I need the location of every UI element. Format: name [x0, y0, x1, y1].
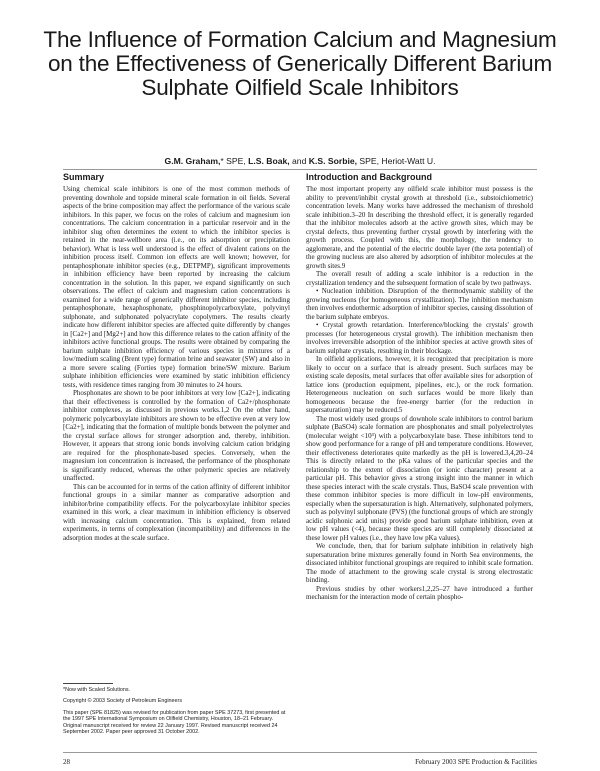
- intro-paragraph: The overall result of adding a scale inhibitor is a reduction in the crystallization tendency and the subsequent formation of scale by two pathways.: [306, 270, 533, 287]
- summary-paragraph: This can be accounted for in terms of the cation affinity of different inhibitor functional groups in a similar manner as comparative adsorption and inhibitor/brine compatibility effects. For the polycarboxylate inhibitor species examined in this work, a clear maximum in inhibition efficiency is observed with increasing calcium concentration. This is explained, from related experiments, in terms of complexation (incompatibility) and differences in the adsorption modes at the scale surface.: [63, 482, 290, 542]
- intro-paragraph: The most widely used groups of downhole scale inhibitors to control barium sulphate (BaSO4) scale formation are phosphonates and small polyelectrolytes (molecular weight <10³) with a polycarboxylate base. These inhibitors tend to show good performance for a range of pH and temperature conditions. However, their effectiveness deteriorates quite markedly as the pH is lowered.3,4,20–24 This is directly related to the pKa values of the particular species and the relationship to the extent of dissociation (or ionic character) present at a particular pH. This behavior gives a strong insight into the manner in which these species interact with the scale crystals. Thus, BaSO4 scale prevention with these common inhibitor species is more difficult in low-pH environments, especially when the supersaturation is high. Alternatively, sulphonated polymers, such as polyvinyl sulphonate (PVS) (the functional groups of which are strongly acidic sulphonic acid units) provide good barium sulphate inhibition, even at low pH values (<4), because these species are still completely dissociated at these lower pH values (i.e., they have low pKa values).: [306, 414, 533, 542]
- summary-heading: Summary: [63, 172, 105, 182]
- summary-paragraph: Using chemical scale inhibitors is one of the most common methods of preventing downhole and topside mineral scale formation in oil fields. Several aspects of the brine composition may affect the performance of the various scale inhibitors. In this paper, we focus on the roles of calcium and magnesium ion concentrations. The calcium concentration in a particular reservoir and in the inhibitor slug often determines the extent to which the inhibitor species is retained in the near-wellbore area (i.e., on its adsorption or precipitation behavior). What is less well understood is the effect of divalent cations on the inhibition process itself. Common ion effects are well known; however, for pentaphosphonate inhibitor species (e.g., DETPMP), significant improvements in inhibition efficiency have been reported by increasing the calcium concentration in the solution. In this paper, we expand significantly on such observations. The effect of calcium and magnesium cation concentrations is examined for a wide range of generically different inhibitor species, including pentaphosphonate, hexaphosphonate, phosphinopolycarboxylate, polyvinyl sulphonate, and sulphonated polyacrylate copolymers. The results clearly indicate how different inhibitor species are affected quite differently by changes in [Ca2+] and [Mg2+] and how this difference relates to the cation affinity of the inhibitors active functional groups. The results were obtained by comparing the barium sulphate inhibition efficiency of various species in mixtures of a low/medium scaling (Brent type) formation brine and seawater (SW) and also in a more severe scaling (Forties type) formation brine/SW mixture. Barium sulphate inhibition efficiencies were examined by static inhibition efficiency tests, with residence times ranging from 30 minutes to 24 hours.: [63, 185, 290, 389]
- header-divider: [63, 169, 537, 170]
- intro-paragraph: • Crystal growth retardation. Interference/blocking the crystals' growth processes (for heterogeneous crystal growth). The inhibition mechanism then involves irreversible adsorption of the inhibitor species at active growth sites of barium sulphate crystals, resulting in their blockage.: [306, 321, 533, 355]
- author-2-note: and: [289, 156, 309, 166]
- intro-paragraph: Previous studies by other workers1,2,25–27 have introduced a further mechanism for the interaction mode of certain phospho-: [306, 584, 533, 601]
- footnote-affiliation: *Now with Scaled Solutions.: [63, 687, 131, 693]
- intro-paragraph: We conclude, then, that for barium sulphate inhibition in relatively high supersaturation brine mixtures generally found in North Sea environments, the dissociated inhibitor functional groupings are required to inhibit scale formation. The mode of attachment to the growing scale crystal is strong electrostatic binding.: [306, 542, 533, 584]
- summary-column: [63, 172, 290, 542]
- paper-title: The Influence of Formation Calcium and Magnesium on the Effectiveness of Generically Different Barium Sulphate Oilfield Scale Inhibitors: [43, 27, 557, 100]
- author-line: [40, 156, 560, 166]
- footnote-copyright: Copyright © 2003 Society of Petroleum Engineers: [63, 698, 183, 705]
- page-number: 28: [63, 758, 70, 766]
- intro-heading: Introduction and Background: [306, 172, 432, 182]
- footnote-divider: [63, 683, 113, 684]
- author-1: G.M. Graham,: [164, 156, 221, 166]
- author-3-note: SPE, Heriot-Watt U.: [357, 156, 436, 166]
- author-1-note: * SPE,: [220, 156, 249, 166]
- journal-info: February 2003 SPE Production & Facilities: [415, 758, 537, 766]
- footnotes: [63, 683, 290, 740]
- intro-paragraph: In oilfield applications, however, it is recognized that precipitation is more likely to occur on a surface that is already present. Such surfaces may be existing scale deposits, metal surfaces that offer available sites for adsorption of lattice ions (production equipment, pipelines, etc.), or the rock formation. Heterogeneous nucleation on such surfaces would be more likely than homogeneous because the free-energy barrier (for the reduction in supersaturation) may be reduced.5: [306, 355, 533, 414]
- intro-paragraph: • Nucleation inhibition. Disruption of the thermodynamic stability of the growing nucleons (for homogeneous crystallization). The inhibition mechanism then involves endothermic adsorption of inhibitor species, causing dissolution of the barium sulphate embryos.: [306, 287, 533, 321]
- author-2: L.S. Boak,: [248, 156, 290, 166]
- summary-paragraph: Phosphonates are shown to be poor inhibitors at very low [Ca2+], indicating that their effectiveness is controlled by the formation of Ca2+/phosphonate inhibitor complexes, as discussed in previous works.1,2 On the other hand, polymeric polycarboxylate inhibitors are shown to be effective even at very low [Ca2+], indicating that the formation of multiple bonds between the polymer and the crystal surface allows for stronger adsorption and, thereby, inhibition. However, it appears that strong ionic bonds involving calcium cation bridging are required for the phosphonate-based species. Conversely, when the magnesium ion concentration is increased, the performance of the phosphonate is significantly reduced, whereas the other polymeric species are relatively unaffected.: [63, 389, 290, 482]
- footer-divider: [63, 752, 537, 753]
- introduction-column: [306, 172, 533, 602]
- intro-paragraph: The most important property any oilfield scale inhibitor must possess is the ability to prevent/inhibit crystal growth at threshold (i.e., substoichiometric) concentration levels. Many works have addressed the mechanism of threshold scale inhibition.3–20 In describing the threshold effect, it is generally regarded that the inhibitor molecules adsorb at the active growth sites, which may be crystal defects, thus preventing further crystal growth by interfering with the growth process. Coupled with this, the morphology, the tendency to agglomerate, and the potential of the electric double layer (the zeta potential) of the growing nucleus are also altered by adsorption of inhibitor molecules at the growth sites.9: [306, 185, 533, 270]
- footnote-history: This paper (SPE 81825) was revised for publication from paper SPE 37273, first presented at the 1997 SPE International Symposium on Oilfield Chemistry, Houston, 18–21 February. Original manuscript received for review 22 January 1997. Revised manuscript received 24 September 2002. Paper peer approved 31 October 2002.: [63, 709, 286, 736]
- author-3: K.S. Sorbie,: [308, 156, 357, 166]
